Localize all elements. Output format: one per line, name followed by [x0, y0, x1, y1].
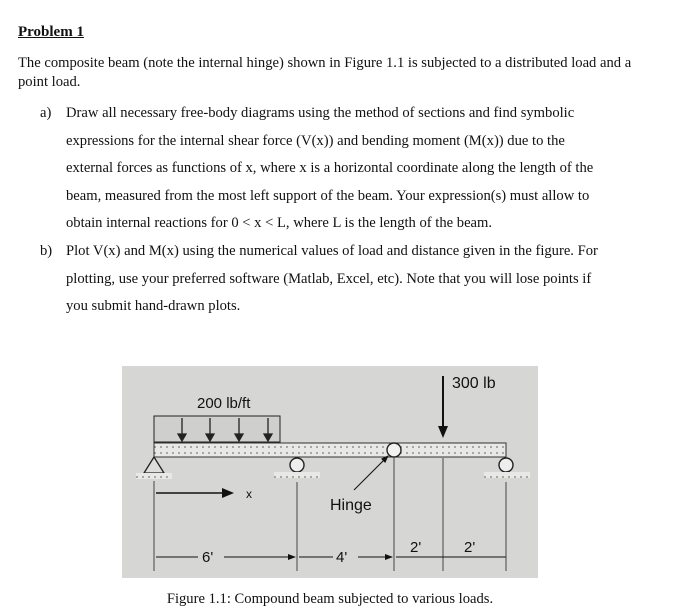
part-b-line-1: Plot V(x) and M(x) using the numerical values of load and distance given in the figure. For — [66, 243, 598, 259]
point-load-arrow — [438, 376, 448, 438]
problem-title: Problem 1 — [18, 24, 84, 40]
dimension-4ft: 4' — [336, 549, 348, 566]
part-a-line-5: obtain internal reactions for 0 < x < L, where L is the length of the beam. — [66, 215, 493, 232]
pin-support — [136, 457, 172, 479]
part-a — [40, 100, 646, 238]
beam-figure — [122, 366, 538, 578]
x-label: x — [246, 487, 252, 501]
hinge-label: Hinge — [330, 497, 372, 514]
roller-support — [274, 458, 320, 478]
x-axis-arrow — [156, 488, 234, 498]
part-b-line-2: plotting, use your preferred software (Matlab, Excel, etc). Note that you will lose points if — [66, 270, 592, 287]
part-a-label: a) — [40, 105, 52, 121]
part-a-line-1: Draw all necessary free-body diagrams using the method of sections and find symbolic — [66, 105, 575, 121]
dimension-2ft-b: 2' — [464, 539, 476, 556]
part-b-line-3: you submit hand-drawn plots. — [66, 298, 241, 315]
roller-support-right — [484, 458, 530, 478]
figure-caption: Figure 1.1: Compound beam subjected to various loads. — [166, 591, 494, 607]
internal-hinge — [387, 443, 401, 457]
dimension-2ft-a: 2' — [410, 539, 422, 556]
part-a-line-4: beam, measured from the most left support of the beam. Your expression(s) must allow to — [66, 187, 590, 204]
part-a-line-3: external forces as functions of x, where x is a horizontal coordinate along the length of the — [66, 160, 594, 177]
hinge-leader — [354, 456, 388, 490]
part-b-label: b) — [40, 243, 53, 259]
point-load-label: 300 lb — [452, 375, 496, 392]
part-a-line-2: expressions for the internal shear force (V(x)) and bending moment (M(x)) due to the — [66, 132, 565, 149]
problem-intro: The composite beam (note the internal hinge) shown in Figure 1.1 is subjected to a distributed load and a point load. — [18, 55, 632, 90]
distributed-load — [154, 416, 280, 442]
distributed-load-label: 200 lb/ft — [197, 395, 251, 412]
beam — [154, 443, 506, 457]
dimension-6ft: 6' — [202, 549, 214, 566]
part-b — [40, 238, 646, 321]
